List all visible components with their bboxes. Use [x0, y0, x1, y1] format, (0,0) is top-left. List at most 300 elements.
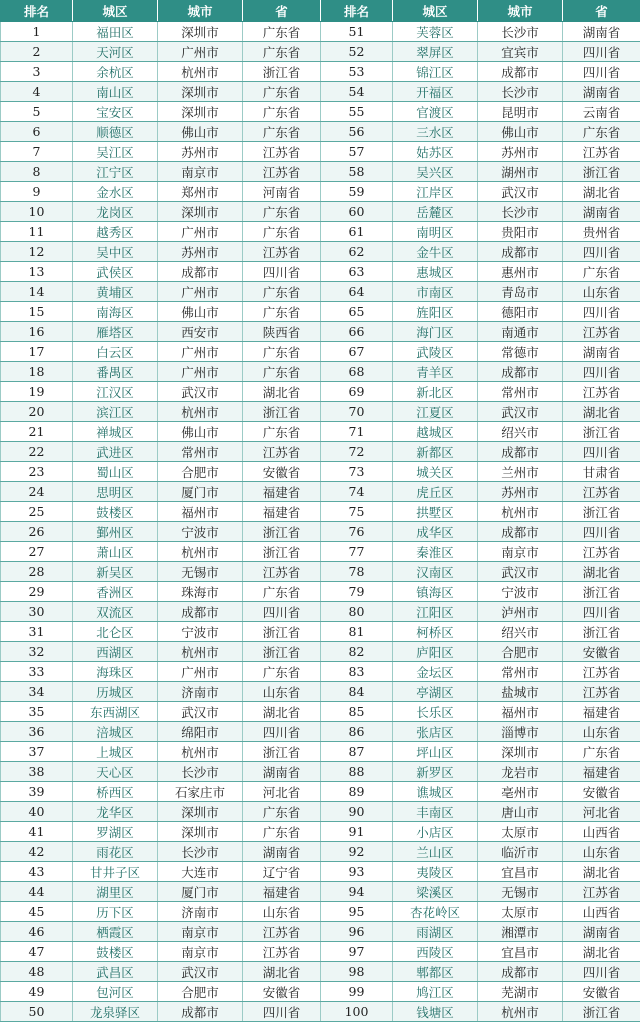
cell-rank-2: 64: [321, 282, 393, 302]
cell-rank-2: 76: [321, 522, 393, 542]
cell-province: 湖北省: [243, 962, 321, 982]
cell-rank-2: 62: [321, 242, 393, 262]
cell-rank: 6: [1, 122, 73, 142]
cell-district-2: 官渡区: [393, 102, 478, 122]
cell-rank-2: 71: [321, 422, 393, 442]
cell-province: 江苏省: [243, 142, 321, 162]
cell-city-2: 贵阳市: [478, 222, 563, 242]
cell-district: 雁塔区: [73, 322, 158, 342]
cell-district-2: 旌阳区: [393, 302, 478, 322]
cell-city: 长沙市: [158, 762, 243, 782]
cell-province-2: 四川省: [563, 962, 640, 982]
cell-province: 浙江省: [243, 742, 321, 762]
table-row: [1, 642, 640, 662]
cell-rank-2: 75: [321, 502, 393, 522]
cell-province: 广东省: [243, 802, 321, 822]
cell-province: 江苏省: [243, 942, 321, 962]
cell-province-2: 湖南省: [563, 342, 640, 362]
cell-district-2: 新都区: [393, 442, 478, 462]
cell-city-2: 湘潭市: [478, 922, 563, 942]
cell-rank: 30: [1, 602, 73, 622]
cell-province-2: 湖南省: [563, 82, 640, 102]
cell-province: 浙江省: [243, 622, 321, 642]
cell-province: 山东省: [243, 682, 321, 702]
cell-city: 杭州市: [158, 642, 243, 662]
cell-city: 西安市: [158, 322, 243, 342]
cell-province-2: 江苏省: [563, 482, 640, 502]
table-row: [1, 862, 640, 882]
cell-district: 罗湖区: [73, 822, 158, 842]
table-row: [1, 142, 640, 162]
cell-city: 合肥市: [158, 462, 243, 482]
cell-district: 萧山区: [73, 542, 158, 562]
cell-district-2: 成华区: [393, 522, 478, 542]
cell-rank-2: 66: [321, 322, 393, 342]
cell-district-2: 新北区: [393, 382, 478, 402]
cell-district-2: 金坛区: [393, 662, 478, 682]
cell-rank-2: 83: [321, 662, 393, 682]
cell-rank: 16: [1, 322, 73, 342]
cell-district: 龙岗区: [73, 202, 158, 222]
cell-district-2: 梁溪区: [393, 882, 478, 902]
table-row: [1, 182, 640, 202]
cell-city: 深圳市: [158, 202, 243, 222]
cell-city: 广州市: [158, 662, 243, 682]
cell-province: 湖南省: [243, 762, 321, 782]
cell-rank: 5: [1, 102, 73, 122]
cell-rank-2: 94: [321, 882, 393, 902]
cell-rank: 7: [1, 142, 73, 162]
cell-rank-2: 65: [321, 302, 393, 322]
header-province-2: 省: [563, 1, 640, 22]
cell-rank: 29: [1, 582, 73, 602]
cell-district-2: 亭湖区: [393, 682, 478, 702]
cell-province-2: 安徽省: [563, 782, 640, 802]
cell-district-2: 钱塘区: [393, 1002, 478, 1022]
cell-district-2: 雨湖区: [393, 922, 478, 942]
header-rank-2: 排名: [321, 1, 393, 22]
cell-district: 黄埔区: [73, 282, 158, 302]
table-row: [1, 942, 640, 962]
cell-city: 郑州市: [158, 182, 243, 202]
cell-rank: 47: [1, 942, 73, 962]
cell-rank: 34: [1, 682, 73, 702]
cell-district: 雨花区: [73, 842, 158, 862]
table-row: [1, 402, 640, 422]
cell-city-2: 淄博市: [478, 722, 563, 742]
cell-city: 武汉市: [158, 382, 243, 402]
cell-district-2: 开福区: [393, 82, 478, 102]
cell-province: 广东省: [243, 662, 321, 682]
cell-rank-2: 92: [321, 842, 393, 862]
cell-rank: 13: [1, 262, 73, 282]
cell-province: 广东省: [243, 422, 321, 442]
cell-district: 北仑区: [73, 622, 158, 642]
cell-province-2: 安徽省: [563, 982, 640, 1002]
cell-city: 长沙市: [158, 842, 243, 862]
cell-rank: 8: [1, 162, 73, 182]
cell-rank-2: 98: [321, 962, 393, 982]
cell-city: 济南市: [158, 902, 243, 922]
cell-city: 佛山市: [158, 122, 243, 142]
cell-city: 无锡市: [158, 562, 243, 582]
cell-rank: 19: [1, 382, 73, 402]
cell-city-2: 常德市: [478, 342, 563, 362]
cell-rank: 24: [1, 482, 73, 502]
cell-rank-2: 90: [321, 802, 393, 822]
cell-province: 江苏省: [243, 242, 321, 262]
table-row: [1, 122, 640, 142]
cell-province: 广东省: [243, 282, 321, 302]
cell-city: 厦门市: [158, 482, 243, 502]
cell-rank: 43: [1, 862, 73, 882]
cell-city-2: 杭州市: [478, 502, 563, 522]
cell-city-2: 成都市: [478, 962, 563, 982]
cell-city: 大连市: [158, 862, 243, 882]
cell-rank-2: 78: [321, 562, 393, 582]
table-row: [1, 522, 640, 542]
cell-city: 深圳市: [158, 822, 243, 842]
table-row: [1, 722, 640, 742]
cell-city: 成都市: [158, 1002, 243, 1022]
cell-district-2: 新罗区: [393, 762, 478, 782]
table-row: [1, 602, 640, 622]
cell-city-2: 常州市: [478, 662, 563, 682]
cell-city: 广州市: [158, 342, 243, 362]
cell-city: 佛山市: [158, 302, 243, 322]
cell-province-2: 福建省: [563, 762, 640, 782]
cell-province-2: 广东省: [563, 742, 640, 762]
cell-province: 江苏省: [243, 162, 321, 182]
table-row: [1, 962, 640, 982]
cell-city-2: 武汉市: [478, 402, 563, 422]
table-row: [1, 542, 640, 562]
table-row: [1, 282, 640, 302]
cell-district: 鼓楼区: [73, 942, 158, 962]
cell-city-2: 成都市: [478, 522, 563, 542]
cell-city: 南京市: [158, 942, 243, 962]
cell-rank: 42: [1, 842, 73, 862]
cell-city: 合肥市: [158, 982, 243, 1002]
cell-district: 天河区: [73, 42, 158, 62]
cell-city: 苏州市: [158, 142, 243, 162]
cell-district-2: 小店区: [393, 822, 478, 842]
cell-district: 双流区: [73, 602, 158, 622]
cell-city: 南京市: [158, 922, 243, 942]
cell-district: 蜀山区: [73, 462, 158, 482]
cell-rank-2: 69: [321, 382, 393, 402]
cell-city-2: 宁波市: [478, 582, 563, 602]
cell-rank-2: 68: [321, 362, 393, 382]
table-row: [1, 922, 640, 942]
table-row: [1, 482, 640, 502]
cell-city-2: 苏州市: [478, 482, 563, 502]
cell-province-2: 湖北省: [563, 942, 640, 962]
cell-city-2: 芜湖市: [478, 982, 563, 1002]
cell-rank: 48: [1, 962, 73, 982]
cell-rank-2: 53: [321, 62, 393, 82]
cell-city-2: 常州市: [478, 382, 563, 402]
cell-city: 厦门市: [158, 882, 243, 902]
cell-province-2: 浙江省: [563, 162, 640, 182]
table-row: [1, 422, 640, 442]
cell-rank-2: 96: [321, 922, 393, 942]
cell-city: 苏州市: [158, 242, 243, 262]
cell-province: 广东省: [243, 122, 321, 142]
cell-rank-2: 99: [321, 982, 393, 1002]
cell-district-2: 海门区: [393, 322, 478, 342]
cell-district-2: 江阳区: [393, 602, 478, 622]
cell-province: 浙江省: [243, 542, 321, 562]
cell-district-2: 汉南区: [393, 562, 478, 582]
cell-province-2: 江苏省: [563, 882, 640, 902]
cell-province: 广东省: [243, 82, 321, 102]
cell-city-2: 南通市: [478, 322, 563, 342]
cell-city: 广州市: [158, 42, 243, 62]
table-row: [1, 382, 640, 402]
table-row: [1, 502, 640, 522]
cell-rank-2: 87: [321, 742, 393, 762]
cell-rank-2: 60: [321, 202, 393, 222]
cell-rank-2: 63: [321, 262, 393, 282]
cell-district-2: 金牛区: [393, 242, 478, 262]
table-row: [1, 102, 640, 122]
cell-district: 龙华区: [73, 802, 158, 822]
cell-province-2: 山东省: [563, 842, 640, 862]
table-row: [1, 162, 640, 182]
cell-district: 鼓楼区: [73, 502, 158, 522]
cell-city-2: 深圳市: [478, 742, 563, 762]
table-row: [1, 222, 640, 242]
table-row: [1, 22, 640, 42]
cell-province-2: 四川省: [563, 602, 640, 622]
table-row: [1, 242, 640, 262]
table-row: [1, 662, 640, 682]
cell-province-2: 浙江省: [563, 622, 640, 642]
cell-district: 宝安区: [73, 102, 158, 122]
cell-province: 湖北省: [243, 702, 321, 722]
cell-province-2: 福建省: [563, 702, 640, 722]
table-row: [1, 62, 640, 82]
cell-rank: 37: [1, 742, 73, 762]
cell-province: 福建省: [243, 502, 321, 522]
cell-district-2: 鸠江区: [393, 982, 478, 1002]
cell-province: 湖南省: [243, 842, 321, 862]
cell-district-2: 南明区: [393, 222, 478, 242]
table-body: [1, 22, 640, 1022]
cell-district: 龙泉驿区: [73, 1002, 158, 1022]
cell-province-2: 浙江省: [563, 1002, 640, 1022]
cell-district-2: 惠城区: [393, 262, 478, 282]
cell-city: 深圳市: [158, 802, 243, 822]
cell-district: 栖霞区: [73, 922, 158, 942]
cell-district-2: 长乐区: [393, 702, 478, 722]
cell-city-2: 长沙市: [478, 22, 563, 42]
cell-province: 广东省: [243, 22, 321, 42]
cell-rank: 9: [1, 182, 73, 202]
table-row: [1, 782, 640, 802]
cell-district: 天心区: [73, 762, 158, 782]
cell-district: 江宁区: [73, 162, 158, 182]
cell-district: 武侯区: [73, 262, 158, 282]
cell-province-2: 浙江省: [563, 502, 640, 522]
table-row: [1, 362, 640, 382]
cell-district: 湖里区: [73, 882, 158, 902]
cell-district-2: 江岸区: [393, 182, 478, 202]
cell-district-2: 虎丘区: [393, 482, 478, 502]
cell-city-2: 临沂市: [478, 842, 563, 862]
cell-district-2: 三水区: [393, 122, 478, 142]
cell-province-2: 江苏省: [563, 322, 640, 342]
header-province: 省: [243, 1, 321, 22]
cell-city: 福州市: [158, 502, 243, 522]
cell-rank: 50: [1, 1002, 73, 1022]
cell-district: 番禺区: [73, 362, 158, 382]
cell-district-2: 武陵区: [393, 342, 478, 362]
cell-province-2: 湖南省: [563, 22, 640, 42]
cell-rank: 40: [1, 802, 73, 822]
cell-province-2: 四川省: [563, 42, 640, 62]
cell-district-2: 拱墅区: [393, 502, 478, 522]
cell-province: 浙江省: [243, 62, 321, 82]
cell-province: 四川省: [243, 722, 321, 742]
cell-district: 吴江区: [73, 142, 158, 162]
cell-district: 禅城区: [73, 422, 158, 442]
cell-city-2: 青岛市: [478, 282, 563, 302]
cell-district: 余杭区: [73, 62, 158, 82]
cell-rank-2: 79: [321, 582, 393, 602]
cell-district-2: 兰山区: [393, 842, 478, 862]
cell-province-2: 江苏省: [563, 382, 640, 402]
cell-city-2: 福州市: [478, 702, 563, 722]
cell-city-2: 太原市: [478, 902, 563, 922]
cell-district: 越秀区: [73, 222, 158, 242]
cell-district: 涪城区: [73, 722, 158, 742]
cell-rank-2: 61: [321, 222, 393, 242]
cell-rank-2: 57: [321, 142, 393, 162]
cell-district-2: 镇海区: [393, 582, 478, 602]
cell-province-2: 江苏省: [563, 542, 640, 562]
cell-district: 桥西区: [73, 782, 158, 802]
table-row: [1, 262, 640, 282]
cell-rank: 14: [1, 282, 73, 302]
cell-district: 思明区: [73, 482, 158, 502]
cell-district-2: 姑苏区: [393, 142, 478, 162]
cell-rank-2: 70: [321, 402, 393, 422]
cell-district: 包河区: [73, 982, 158, 1002]
cell-rank-2: 88: [321, 762, 393, 782]
cell-province-2: 浙江省: [563, 422, 640, 442]
cell-rank: 39: [1, 782, 73, 802]
table-row: [1, 982, 640, 1002]
cell-district-2: 市南区: [393, 282, 478, 302]
cell-rank: 27: [1, 542, 73, 562]
cell-city-2: 武汉市: [478, 562, 563, 582]
cell-city: 深圳市: [158, 102, 243, 122]
cell-city-2: 成都市: [478, 362, 563, 382]
table-row: [1, 342, 640, 362]
cell-city-2: 宜宾市: [478, 42, 563, 62]
cell-district: 吴中区: [73, 242, 158, 262]
cell-province: 四川省: [243, 262, 321, 282]
cell-city-2: 宜昌市: [478, 862, 563, 882]
cell-district: 新吴区: [73, 562, 158, 582]
table-row: [1, 302, 640, 322]
cell-district: 南山区: [73, 82, 158, 102]
cell-city-2: 太原市: [478, 822, 563, 842]
cell-city: 珠海市: [158, 582, 243, 602]
table-row: [1, 1002, 640, 1022]
cell-district-2: 芙蓉区: [393, 22, 478, 42]
cell-district-2: 丰南区: [393, 802, 478, 822]
cell-rank: 18: [1, 362, 73, 382]
cell-district-2: 翠屏区: [393, 42, 478, 62]
cell-province: 广东省: [243, 302, 321, 322]
cell-province-2: 湖北省: [563, 562, 640, 582]
cell-province-2: 湖北省: [563, 402, 640, 422]
cell-city-2: 绍兴市: [478, 422, 563, 442]
cell-district-2: 青羊区: [393, 362, 478, 382]
cell-city-2: 惠州市: [478, 262, 563, 282]
cell-rank-2: 91: [321, 822, 393, 842]
cell-district-2: 夷陵区: [393, 862, 478, 882]
table-row: [1, 202, 640, 222]
cell-rank: 38: [1, 762, 73, 782]
cell-province: 江苏省: [243, 562, 321, 582]
cell-rank: 49: [1, 982, 73, 1002]
cell-province-2: 安徽省: [563, 642, 640, 662]
cell-city: 宁波市: [158, 622, 243, 642]
table-row: [1, 762, 640, 782]
cell-city: 杭州市: [158, 542, 243, 562]
cell-district: 滨江区: [73, 402, 158, 422]
cell-city-2: 成都市: [478, 442, 563, 462]
cell-city-2: 武汉市: [478, 182, 563, 202]
cell-rank: 33: [1, 662, 73, 682]
cell-district-2: 岳麓区: [393, 202, 478, 222]
cell-district-2: 江夏区: [393, 402, 478, 422]
cell-district: 甘井子区: [73, 862, 158, 882]
cell-district: 武昌区: [73, 962, 158, 982]
cell-city: 杭州市: [158, 402, 243, 422]
cell-district-2: 秦淮区: [393, 542, 478, 562]
cell-province: 广东省: [243, 342, 321, 362]
cell-rank: 12: [1, 242, 73, 262]
cell-city-2: 南京市: [478, 542, 563, 562]
cell-province-2: 云南省: [563, 102, 640, 122]
cell-city-2: 兰州市: [478, 462, 563, 482]
cell-district-2: 城关区: [393, 462, 478, 482]
cell-province: 福建省: [243, 482, 321, 502]
cell-rank: 28: [1, 562, 73, 582]
cell-rank-2: 73: [321, 462, 393, 482]
cell-province-2: 山东省: [563, 722, 640, 742]
cell-district-2: 锦江区: [393, 62, 478, 82]
cell-province: 浙江省: [243, 522, 321, 542]
cell-province-2: 湖南省: [563, 922, 640, 942]
table-header: [1, 1, 640, 22]
cell-rank: 15: [1, 302, 73, 322]
cell-province-2: 江苏省: [563, 142, 640, 162]
cell-province-2: 四川省: [563, 242, 640, 262]
cell-province-2: 四川省: [563, 302, 640, 322]
cell-city: 武汉市: [158, 962, 243, 982]
cell-province: 广东省: [243, 362, 321, 382]
cell-district: 上城区: [73, 742, 158, 762]
table-row: [1, 802, 640, 822]
cell-district-2: 谯城区: [393, 782, 478, 802]
cell-city-2: 长沙市: [478, 82, 563, 102]
